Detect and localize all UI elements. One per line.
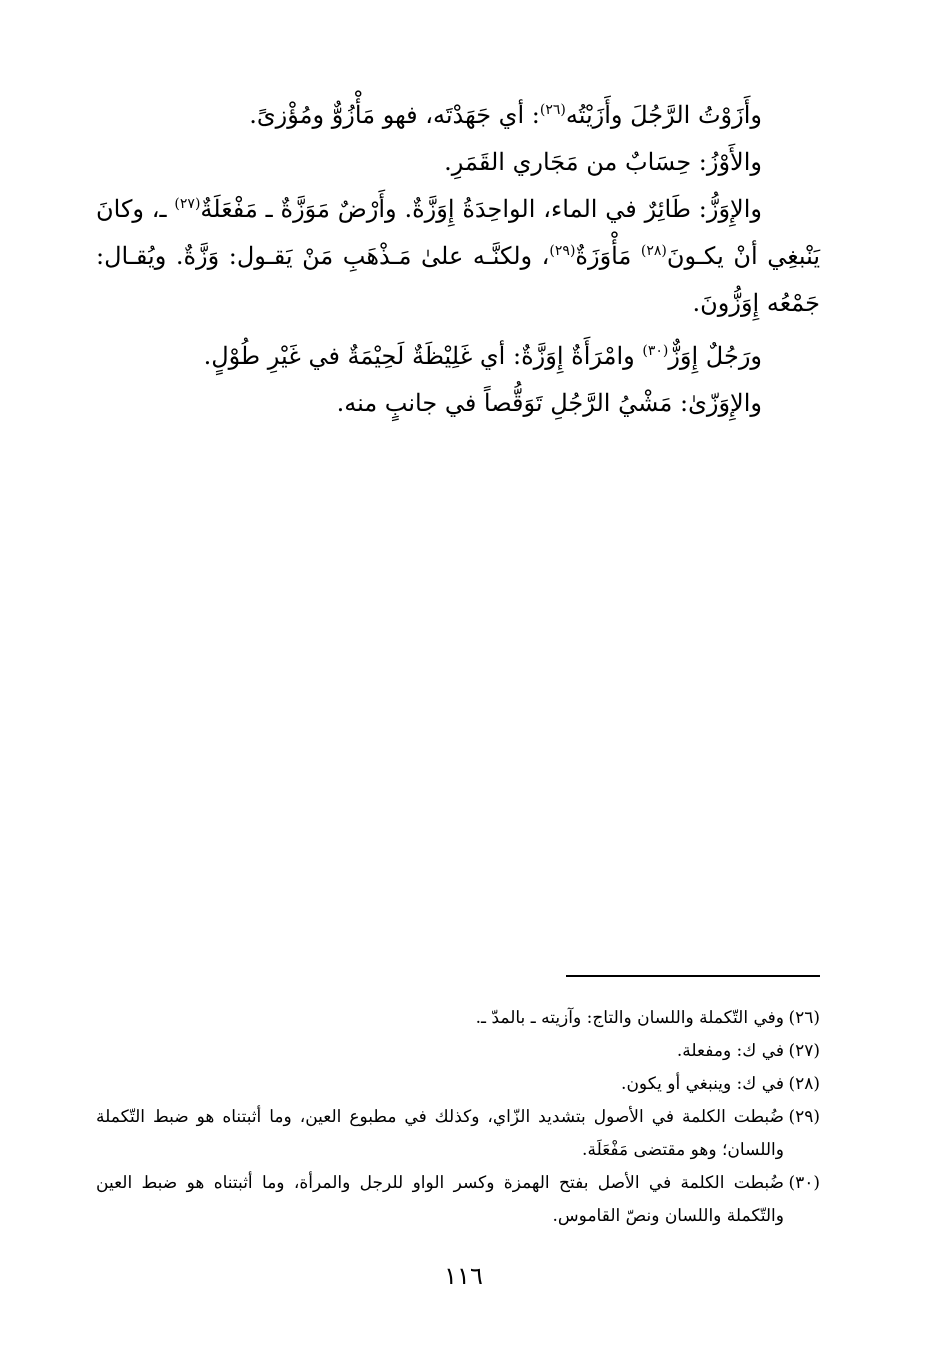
paragraph-iwazz: [96, 186, 820, 327]
footnotes-section: [96, 1002, 820, 1233]
paragraph-azawtu: [96, 92, 820, 139]
footnote-number: (٢٨): [788, 1074, 820, 1094]
footnote-ref-30[interactable]: (٣٠): [642, 343, 669, 359]
footnote-text: في ك: وينبغي أو يكون.: [621, 1074, 784, 1094]
footnote-divider: [566, 975, 820, 977]
footnote-text: ضُبطت الكلمة في الأصل بفتح الهمزة وكسر الواو للرجل والمرأة، وما أثبتناه هو ضبط العين والتّكملة واللسان ونصّ القاموس.: [96, 1173, 784, 1226]
paragraph-text: ، ولكنَّـه علىٰ مَـذْهَبِ مَنْ يَقـول: وَزَّةٌ. ويُقـال: جَمْعُه إِوَزُّونَ.: [96, 242, 820, 317]
paragraph-text: والأَوْزُ: حِسَابٌ من مَجَاري القَمَرِ.: [444, 148, 762, 176]
footnote-29: [96, 1101, 820, 1167]
paragraph-text: مَأْوَزَةٌ: [575, 242, 641, 270]
footnote-text: ضُبطت الكلمة في الأصول بتشديد الزّاي، وكذلك في مطبوع العين، وما أثبتناه هو ضبط التّكملة واللسان؛ وهو مقتضى مَفْعَلَة.: [96, 1107, 784, 1160]
page-number: ١١٦: [444, 1262, 483, 1290]
paragraph-rajul-iwazz: [96, 333, 820, 380]
footnote-ref-27[interactable]: (٢٧): [174, 196, 201, 212]
footnote-number: (٢٦): [788, 1008, 820, 1028]
paragraph-text: وامْرَأَةٌ إِوَزَّةٌ: أي غَلِيْظَةٌ لَحِيْمَةٌ في غَيْرِ طُوْلٍ.: [203, 342, 643, 370]
paragraph-text: ـ، وكانَ يَنْبغِي أنْ يكـونَ: [96, 195, 820, 270]
footnote-27: [96, 1035, 820, 1068]
paragraph-awz: [96, 139, 820, 186]
footnote-number: (٢٧): [788, 1041, 820, 1061]
footnote-number: (٢٩): [788, 1107, 820, 1127]
footnote-28: [96, 1068, 820, 1101]
paragraph-text: ورَجُلٌ إِوَزٌّ: [668, 342, 762, 370]
paragraph-text: والإِوَزّىٰ: مَشْيُ الرَّجُلِ تَوَقُّصاً في جانبٍ منه.: [336, 389, 762, 417]
main-text: [96, 92, 820, 427]
footnote-26: [96, 1002, 820, 1035]
paragraph-text: : أي جَهَدْتَه، فهو مَأْزُوٌّ ومُؤْزىً.: [249, 101, 540, 129]
footnote-number: (٣٠): [788, 1173, 820, 1193]
paragraph-iwazza: [96, 380, 820, 427]
footnote-30: [96, 1167, 820, 1233]
footnote-text: وفي التّكملة واللسان والتاج: وآزيته ـ بالمدّ ـ.: [475, 1008, 784, 1028]
footnote-ref-26[interactable]: (٢٦): [539, 102, 566, 118]
footnote-text: في ك: ومفعلة.: [676, 1041, 784, 1061]
footnote-ref-28[interactable]: (٢٨): [640, 243, 667, 259]
paragraph-text: والإِوَزُّ: طَائِرٌ في الماء، الواحِدَةُ إِوَزَّةٌ. وأَرْضٌ مَوَزَّةٌ ـ مَفْعَلَةٌ: [200, 195, 762, 223]
footnote-ref-29[interactable]: (٢٩): [549, 243, 576, 259]
paragraph-text: وأَزَوْتُ الرَّجُلَ وأَزَيْتُه: [565, 101, 762, 129]
